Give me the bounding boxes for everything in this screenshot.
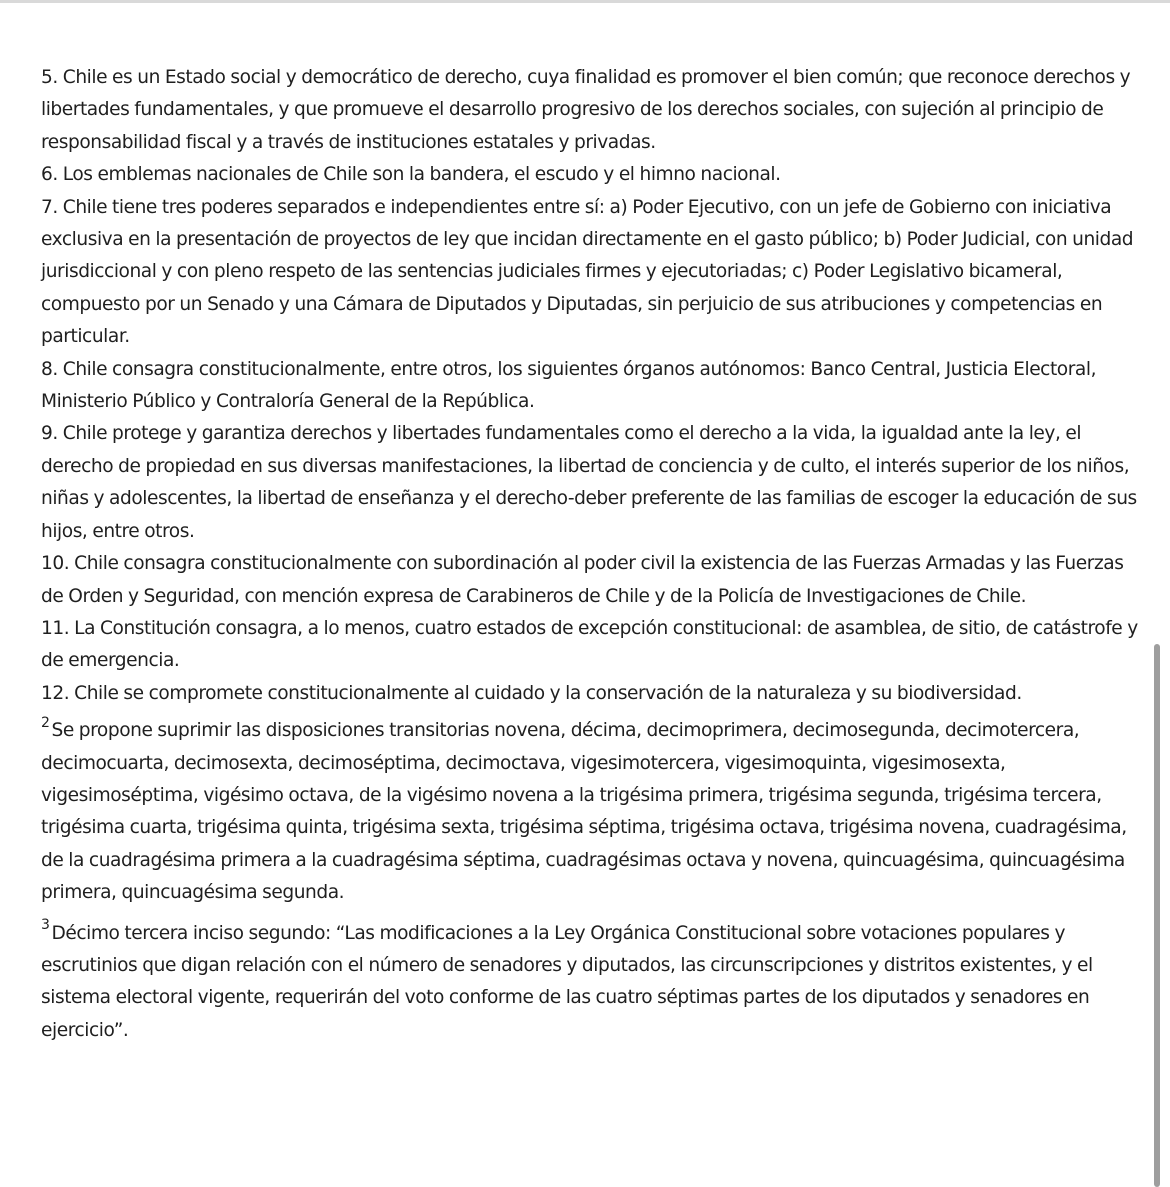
footnote-3 — [41, 918, 1145, 1048]
document-body — [41, 62, 1145, 1047]
footnote-3-text: Décimo tercera inciso segundo: “Las modificaciones a la Ley Orgánica Constitucional sobre votaciones populares y escrutinios que digan relación con el número de senadores y diputados, las circunscripciones y distritos existentes, y el sistema electoral vigente, requerirán del voto conforme de las cuatro séptimas partes de los diputados y senadores en ejercicio”. — [41, 922, 1093, 1041]
list-item-11: 11. La Constitución consagra, a lo menos, cuatro estados de excepción constitucional: de asamblea, de sitio, de catástrofe y de emergencia. — [41, 617, 1138, 672]
footnote-3-mark: 3 — [41, 917, 50, 934]
list-item-7: 7. Chile tiene tres poderes separados e independientes entre sí: a) Poder Ejecutivo, con un jefe de Gobierno con iniciativa exclusiva en la presentación de proyectos de ley que incidan directamente en el gasto público; b) Poder Judicial, con unidad jurisdiccional y con pleno respeto de las sentencias judiciales firmes y ejecutoriadas; c) Poder Legislativo bicameral, compuesto por un Senado y una Cámara de Diputados y Diputadas, sin perjuicio de sus atribuciones y competencias en particular. — [41, 196, 1134, 348]
scrollbar-thumb[interactable] — [1154, 644, 1160, 1187]
vertical-scrollbar[interactable] — [1150, 0, 1170, 1187]
footnote-2 — [41, 715, 1145, 909]
list-item-6: 6. Los emblemas nacionales de Chile son la bandera, el escudo y el himno nacional. — [41, 164, 781, 186]
footnote-2-mark: 2 — [41, 714, 50, 731]
footnote-2-text: Se propone suprimir las disposiciones transitorias novena, décima, decimoprimera, decimosegunda, decimotercera, decimocuarta, decimosexta, decimoséptima, decimoctava, vigesimotercera, vigesimoquinta, vigesimosexta, vigesimoséptima, vigésimo octava, de la vigésimo novena a la trigésima primera, trigésima segunda, trigésima tercera, trigésima cuarta, trigésima quinta, trigésima sexta, trigésima séptima, trigésima octava, trigésima novena, cuadragésima, de la cuadragésima primera a la cuadragésima séptima, cuadragésimas octava y novena, quincuagésima, quincuagésima primera, quincuagésima segunda. — [41, 720, 1127, 904]
top-divider — [0, 0, 1170, 3]
list-item-12: 12. Chile se compromete constitucionalmente al cuidado y la conservación de la naturaleza y su biodiversidad. — [41, 682, 1022, 704]
list-item-9: 9. Chile protege y garantiza derechos y libertades fundamentales como el derecho a la vida, la igualdad ante la ley, el derecho de propiedad en sus diversas manifestaciones, la libertad de conciencia y de culto, el interés superior de los niños, niñas y adolescentes, la libertad de enseñanza y el derecho-deber preferente de las familias de escoger la educación de sus hijos, entre otros. — [41, 423, 1137, 542]
list-item-5: 5. Chile es un Estado social y democrático de derecho, cuya finalidad es promover el bien común; que reconoce derechos y libertades fundamentales, y que promueve el desarrollo progresivo de los derechos sociales, con sujeción al principio de responsabilidad fiscal y a través de instituciones estatales y privadas. — [41, 67, 1131, 153]
list-item-8: 8. Chile consagra constitucionalmente, entre otros, los siguientes órganos autónomos: Banco Central, Justicia Electoral, Ministerio Público y Contraloría General de la República. — [41, 358, 1097, 413]
list-item-10: 10. Chile consagra constitucionalmente con subordinación al poder civil la existencia de las Fuerzas Armadas y las Fuerzas de Orden y Seguridad, con mención expresa de Carabineros de Chile y de la Policía de Investigaciones de Chile. — [41, 553, 1124, 607]
